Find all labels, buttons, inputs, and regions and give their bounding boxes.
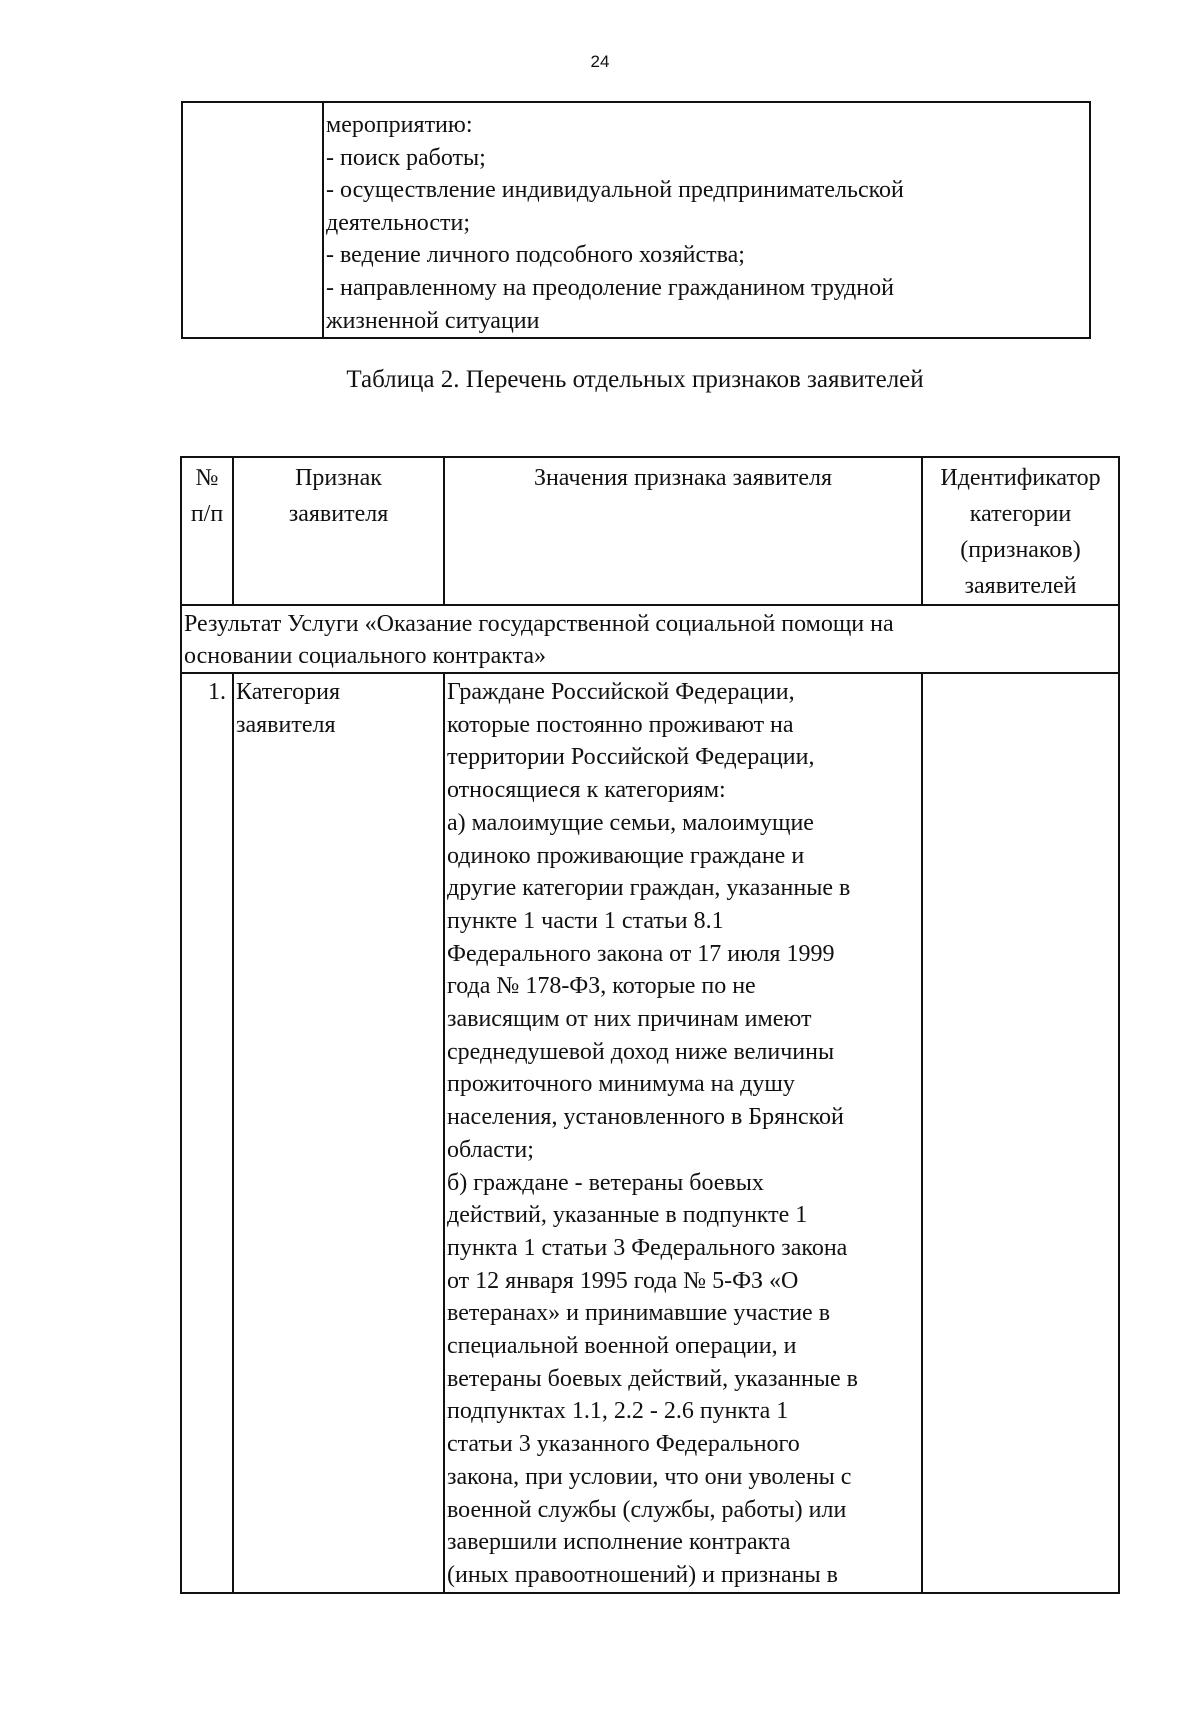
- value-line: Граждане Российской Федерации,: [447, 679, 795, 705]
- value-line: ветеранах» и принимавшие участие в: [447, 1300, 831, 1327]
- attribute-cell: [233, 673, 444, 1593]
- header-identifier: [922, 457, 1119, 605]
- value-line: населения, установленного в Брянской: [447, 1104, 844, 1131]
- value-line: действий, указанные в подпункте 1: [447, 1202, 808, 1229]
- header-attribute: [233, 457, 444, 605]
- section-title-line: Результат Услуги «Оказание государственной социальной помощи на: [184, 611, 894, 637]
- attribute-line: заявителя: [236, 711, 336, 738]
- text-line: - направленному на преодоление гражданином трудной: [326, 274, 894, 301]
- page-number: 24: [590, 52, 610, 71]
- value-line: военной службы (службы, работы) или: [447, 1496, 847, 1523]
- value-line: среднедушевой доход ниже величины: [447, 1038, 835, 1065]
- table-caption: Таблица 2. Перечень отдельных признаков заявителей: [346, 366, 924, 393]
- identifier-cell: [922, 673, 1119, 1593]
- header-text: №: [195, 465, 219, 491]
- value-line: специальной военной операции, и: [447, 1333, 797, 1360]
- value-line: другие категории граждан, указанные в: [447, 875, 851, 902]
- value-line: зависящим от них причинам имеют: [447, 1006, 812, 1033]
- header-values: [444, 457, 922, 605]
- text-line: деятельности;: [326, 209, 471, 236]
- value-line: от 12 января 1995 года № 5-ФЗ «О: [447, 1267, 799, 1294]
- value-line: Федерального закона от 17 июля 1999: [447, 940, 835, 967]
- value-line: закона, при условии, что они уволены с: [447, 1463, 852, 1490]
- value-line: пункта 1 статьи 3 Федерального закона: [447, 1234, 848, 1261]
- value-line: относящиеся к категориям:: [447, 777, 726, 804]
- header-text: (признаков): [960, 537, 1081, 563]
- section-title-cell: [181, 605, 1119, 673]
- value-line: а) малоимущие семьи, малоимущие: [447, 809, 814, 836]
- text-line: - осуществление индивидуальной предпринимательской: [326, 177, 904, 204]
- empty-cell: [182, 102, 323, 338]
- section-title-line: основании социального контракта»: [184, 643, 547, 669]
- value-line: статьи 3 указанного Федерального: [447, 1431, 800, 1458]
- value-line: (иных правоотношений) и признаны в: [447, 1561, 838, 1588]
- header-text: категории: [969, 501, 1072, 527]
- attribute-line: Категория: [236, 679, 340, 705]
- value-line: б) граждане - ветераны боевых: [447, 1169, 764, 1196]
- value-line: ветераны боевых действий, указанные в: [447, 1365, 858, 1392]
- text-line: - поиск работы;: [326, 144, 486, 171]
- value-line: которые постоянно проживают на: [447, 711, 794, 738]
- value-line: пункте 1 части 1 статьи 8.1: [447, 907, 724, 934]
- text-line: мероприятию:: [326, 112, 473, 138]
- header-num: [181, 457, 233, 605]
- header-text: Идентификатор: [940, 465, 1101, 491]
- header-text: Признак: [295, 465, 382, 491]
- applicant-attributes-table: [180, 456, 1120, 1594]
- value-line: прожиточного минимума на душу: [447, 1071, 795, 1098]
- header-text: Значения признака заявителя: [533, 465, 833, 491]
- value-line: завершили исполнение контракта: [447, 1529, 791, 1556]
- table-header-row: [181, 457, 1119, 605]
- header-text: заявителей: [964, 573, 1077, 599]
- continuation-text-cell: [323, 102, 1090, 338]
- value-line: одиноко проживающие граждане и: [447, 842, 805, 869]
- table-row: [182, 102, 1090, 338]
- text-line: - ведение личного подсобного хозяйства;: [326, 242, 745, 269]
- values-cell: [444, 673, 922, 1593]
- value-line: года № 178-ФЗ, которые по не: [447, 973, 756, 1000]
- value-line: территории Российской Федерации,: [447, 744, 815, 771]
- value-line: подпунктах 1.1, 2.2 - 2.6 пункта 1: [447, 1398, 789, 1425]
- text-line: жизненной ситуации: [326, 307, 540, 334]
- row-number: 1.: [181, 673, 233, 1593]
- continuation-table: [181, 101, 1091, 339]
- table-row: [181, 673, 1119, 1593]
- value-line: области;: [447, 1136, 534, 1163]
- header-text: п/п: [190, 501, 224, 527]
- section-title-row: [181, 605, 1119, 673]
- header-text: заявителя: [288, 501, 389, 527]
